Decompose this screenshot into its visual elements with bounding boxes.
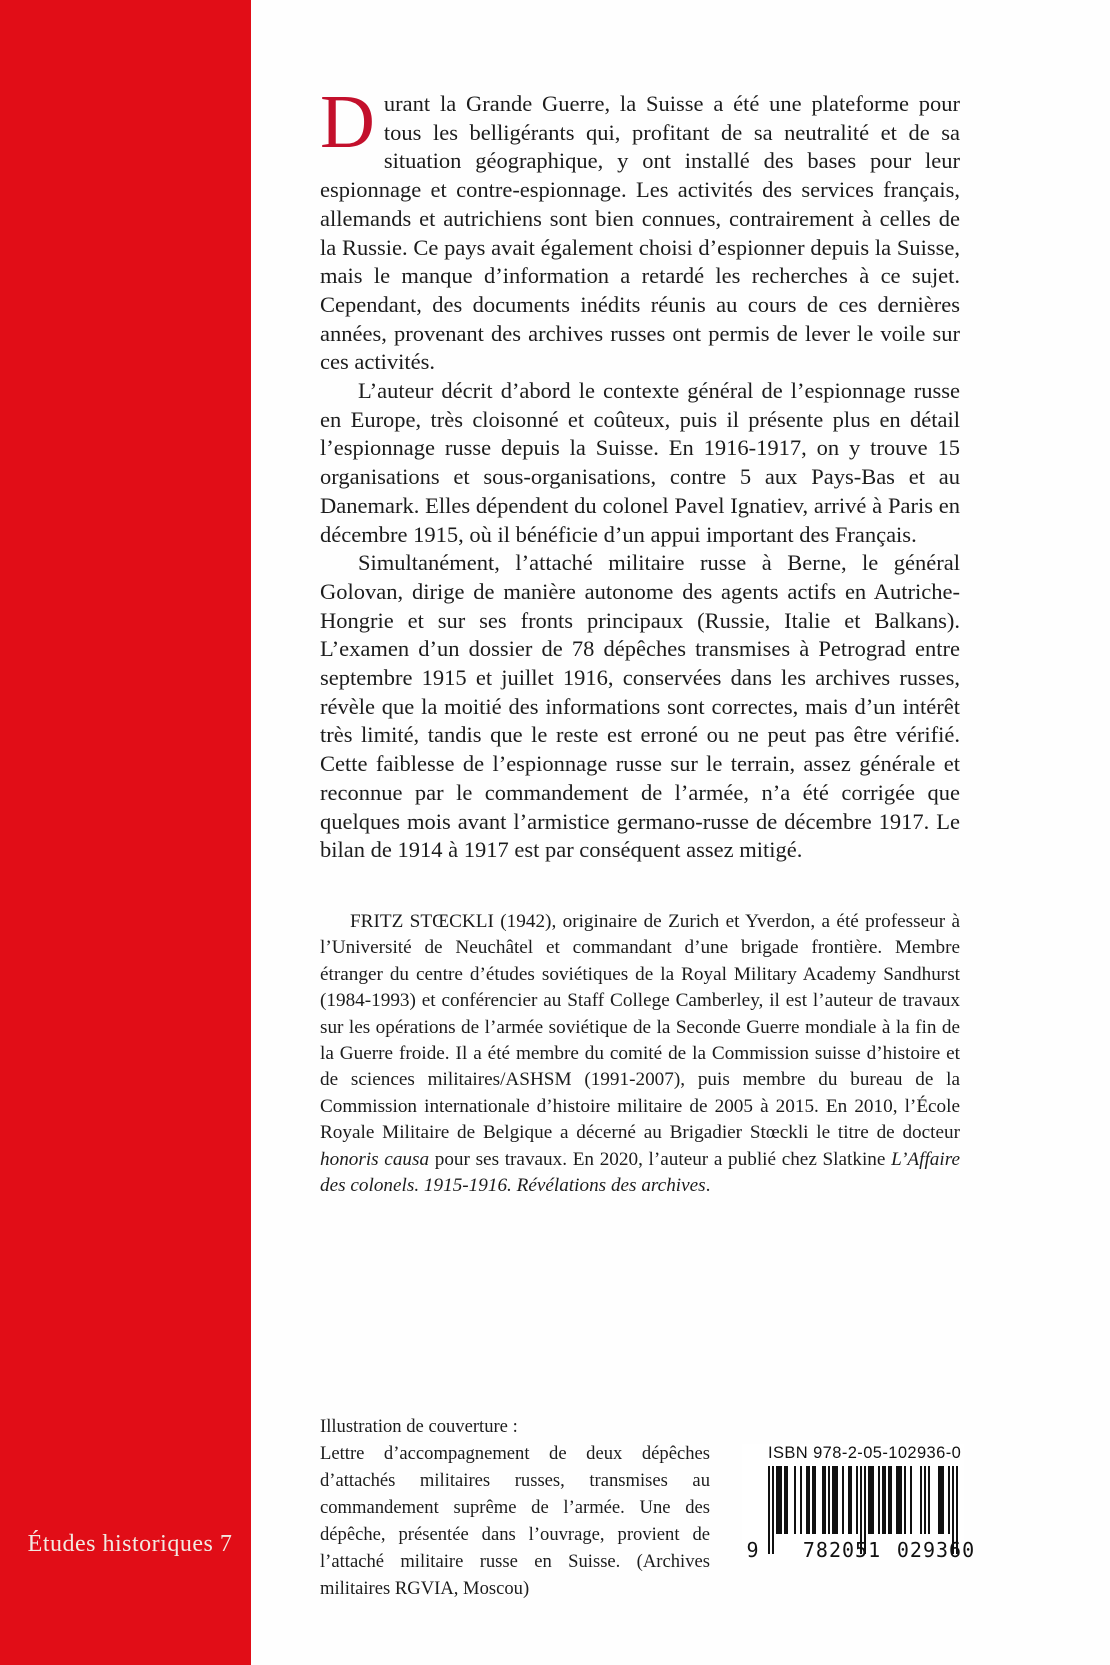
- ean-barcode: [742, 1466, 976, 1562]
- isbn-label: ISBN 978-2-05-102936-0: [768, 1444, 962, 1462]
- spine-band: [0, 0, 251, 1665]
- author-bio-text-2: pour ses travaux. En 2020, l’auteur a publié chez Slatkine: [429, 1148, 892, 1170]
- drop-cap: D: [320, 80, 375, 164]
- author-bio-italic-title-2: L’Affaire des colonels. 1915-1916. Révélations des archives: [320, 1148, 960, 1197]
- synopsis-paragraph-3: Simultanément, l’attaché militaire russe à Berne, le général Golovan, dirige de manière autonome des agents actifs en Autriche-Hongrie et sur ses fronts principaux (Russie, Italie et Balkans). L’examen d’un dossier de 78 dépêches transmises à Petrograd entre septembre 1915 et juillet 1916, conservées dans les archives russes, révèle que la moitié des informations sont correctes, mais d’un intérêt très limité, tandis que le reste est erroné ou ne peut pas être vérifié. Cette faiblesse de l’espionnage russe sur le terrain, assez générale et reconnue par le commandement de l’armée, n’a été corrigée que quelques mois avant l’armistice germano-russe de décembre 1917. Le bilan de 1914 à 1917 est par conséquent assez mitigé.: [320, 550, 960, 863]
- cover-note-body: Lettre d’accompagnement de deux dépêches d’attachés militaires russes, transmises au commandement suprême de l’armée. Une des dépêche, présentée dans l’ouvrage, provient de l’attaché militaire russe en Suisse. (Archives militaires RGVIA, Moscou): [320, 1443, 710, 1599]
- series-label: Études historiques 7: [27, 1531, 233, 1557]
- ean-digits-right: 029360: [896, 1538, 976, 1562]
- ean-digit-first: 9: [746, 1538, 760, 1562]
- synopsis-paragraph-1: [320, 80, 960, 377]
- cover-illustration-note: [320, 1413, 710, 1602]
- back-cover-text: [320, 80, 960, 1199]
- synopsis-paragraph-2: L’auteur décrit d’abord le contexte général de l’espionnage russe en Europe, très cloisonné et coûteux, puis il présente plus en détail l’espionnage russe depuis la Suisse. En 1916-1917, on y trouve 15 organisations et sous-organisations, contre 5 aux Pays-Bas et au Danemark. Elles dépendent du colonel Pavel Ignatiev, arrivé à Paris en décembre 1915, où il bénéficie d’un appui important des Français.: [320, 378, 960, 547]
- isbn-barcode-block: [742, 1444, 976, 1562]
- ean-digits-left: 782051: [802, 1538, 882, 1562]
- cover-note-heading: Illustration de couverture :: [320, 1416, 518, 1437]
- synopsis-paragraph-1-text: urant la Grande Guerre, la Suisse a été une plateforme pour tous les belligérants qui, profitant de sa neutralité et de sa situation géographique, y ont installé des bases pour leur espionnage et contre-espionnage. Les activités des services français, allemands et autrichiens sont bien connues, contrairement à celles de la Russie. Ce pays avait également choisi d’espionner depuis la Suisse, mais le manque d’information a retardé les recherches à ce sujet. Cependant, des documents inédits réunis au cours de ces dernières années, provenant des archives russes ont permis de lever le voile sur ces activités.: [320, 91, 960, 375]
- author-bio: [320, 909, 960, 1199]
- author-bio-italic-title-1: honoris causa: [320, 1148, 430, 1170]
- author-bio-text: FRITZ STŒCKLI (1942), originaire de Zurich et Yverdon, a été professeur à l’Université de Neuchâtel et commandant d’une brigade frontière. Membre étranger du centre d’études soviétiques de la Royal Military Academy Sandhurst (1984-1993) et conférencier au Staff College Camberley, il est l’auteur de travaux sur les opérations de l’armée soviétique de la Seconde Guerre mondiale à la fin de la Guerre froide. Il a été membre du comité de la Commission suisse d’histoire et de sciences militaires/ASHSM (1991-2007), puis membre du bureau de la Commission internationale d’histoire militaire de 2005 à 2015. En 2010, l’École Royale Militaire de Belgique a décerné au Brigadier Stœckli le titre de docteur: [320, 910, 960, 1144]
- synopsis: [320, 80, 960, 865]
- author-bio-text-3: .: [705, 1175, 711, 1197]
